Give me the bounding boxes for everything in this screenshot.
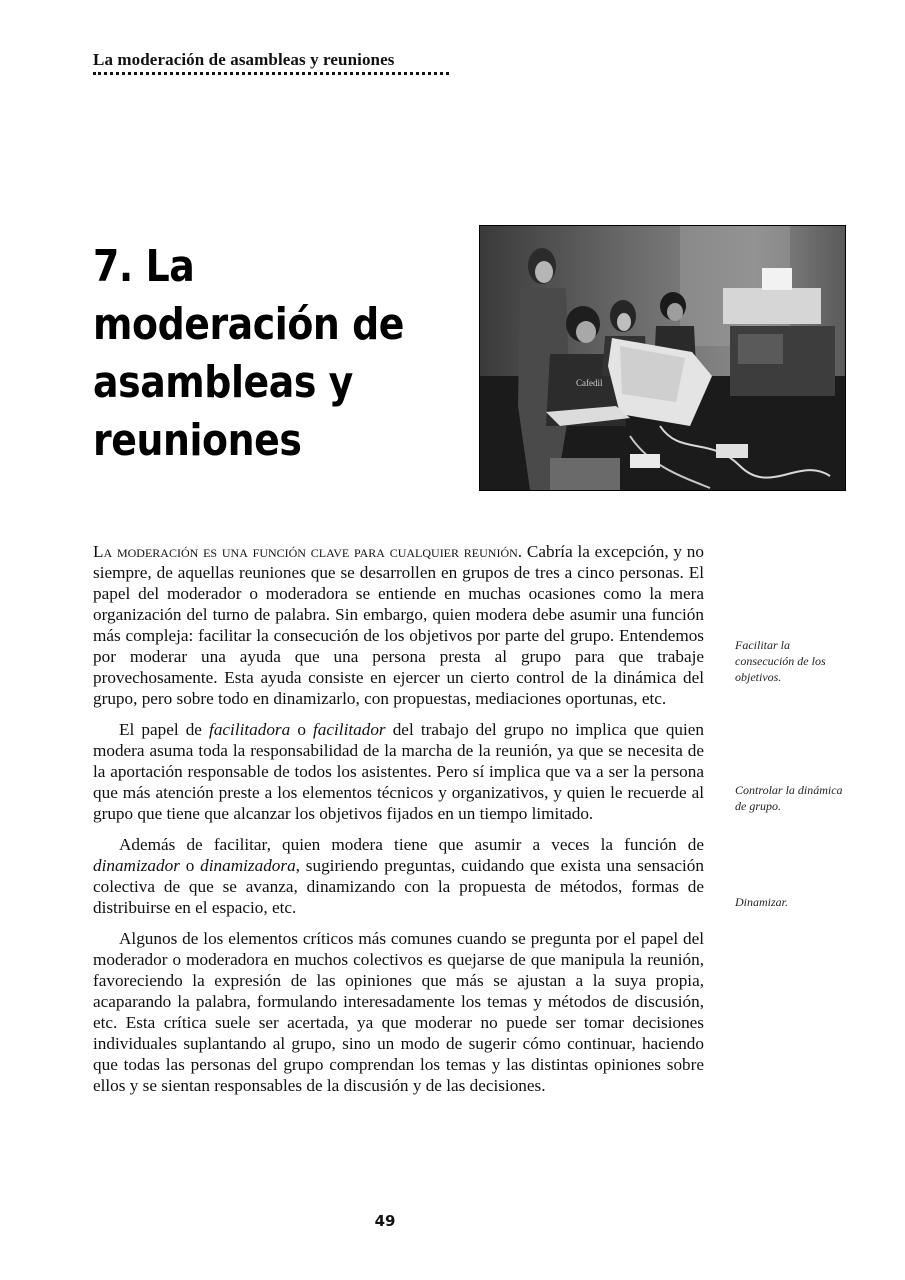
header-dotted-rule	[93, 72, 449, 75]
photo-circuit-board	[550, 458, 620, 490]
photo-tshirt-print: Cafedil	[576, 378, 603, 388]
paragraph-2-text-a: El papel de	[119, 720, 210, 739]
paragraph-2-emphasis-1: facilitadora	[209, 720, 291, 739]
running-header: La moderación de asambleas y reuniones	[93, 50, 395, 69]
photo-power-strip	[630, 454, 660, 468]
margin-note-facilitar: Facilitar la consecución de los objetivos.	[735, 638, 826, 684]
meeting-photo	[479, 225, 846, 491]
chapter-title	[93, 238, 424, 470]
paragraph-1	[93, 541, 704, 709]
paragraph-3-emphasis-1: dinamizador	[93, 856, 180, 875]
paragraph-3-text-c: , sugiriendo preguntas, cuidando que exista una sensación colectiva de que se avanza, dinamizando con la propuesta de métodos, formas de distribuirse en el espacio, etc.	[93, 856, 704, 917]
chapter-title-line-1: 7. La moderación de	[93, 241, 405, 350]
paragraph-1-lead: La moderación es una función clave para cualquier reunión.	[93, 542, 523, 561]
body-text	[93, 541, 704, 1106]
paragraph-2-text-b: o	[290, 720, 314, 739]
paragraph-2	[93, 719, 704, 824]
paragraph-2-emphasis-2: facilitador	[313, 720, 386, 739]
margin-note-controlar: Controlar la dinámica de grupo.	[735, 783, 843, 813]
paragraph-3-text-b: o	[179, 856, 201, 875]
photo-power-strip	[716, 444, 748, 458]
margin-note-dinamizar: Dinamizar.	[735, 895, 789, 909]
chapter-title-line-2: asambleas y	[93, 357, 353, 408]
paragraph-3-emphasis-2: dinamizadora	[200, 856, 296, 875]
paragraph-1-text: Cabría la excepción, y no siempre, de aquellas reuniones que se desarrollen en grupos de tres a cinco personas. El papel del moderador o moderadora se entiende en muchas ocasiones como la mera organización del turno de palabra. Sin embargo, quien modera debe asumir una función más compleja: facilitar la consecución de los objetivos por parte del grupo. Entendemos por moderar una ayuda que una persona presta al grupo para que trabaje provechosamente. Esta ayuda consiste en ejercer un cierto control de la dinámica del grupo, pero sobre todo en dinamizarlo, con propuestas, mediaciones oportunas, etc.	[93, 542, 704, 708]
chapter-title-line-3: reuniones	[93, 415, 302, 466]
paragraph-3-text-a: Además de facilitar, quien modera tiene que asumir a veces la función de	[119, 835, 704, 854]
paragraph-3	[93, 834, 704, 918]
paragraph-4: Algunos de los elementos críticos más comunes cuando se pregunta por el papel del moderador o moderadora en muchos colectivos es quejarse de que manipula la reunión, favoreciendo la expresión de las opiniones que más se ajustan a la suya propia, acaparando la palabra, formulando interesadamente los temas y métodos de discusión, etc. Esta crítica suele ser acertada, ya que moderar no puede ser tomar decisiones individuales suplantando al grupo, sino un modo de sugerir cómo continuar, haciendo que todas las personas del grupo comprendan los temas y las distintas opiniones sobre ellos y se sientan responsables de la discusión y de las decisiones.	[93, 929, 704, 1095]
paragraph-2-text-c: del trabajo del grupo no implica que quien modera asuma toda la responsabilidad de la marcha de la reunión, ya que se necesita de la aportación responsable de todos los asistentes. Pero sí implica que va a ser la persona que más atención preste a los elementos técnicos y organizativos, y quien le recuerde al grupo que tiene que alcanzar los objetivos fijados en un tiempo limitado.	[93, 720, 705, 823]
page-number: 49	[374, 1212, 396, 1230]
